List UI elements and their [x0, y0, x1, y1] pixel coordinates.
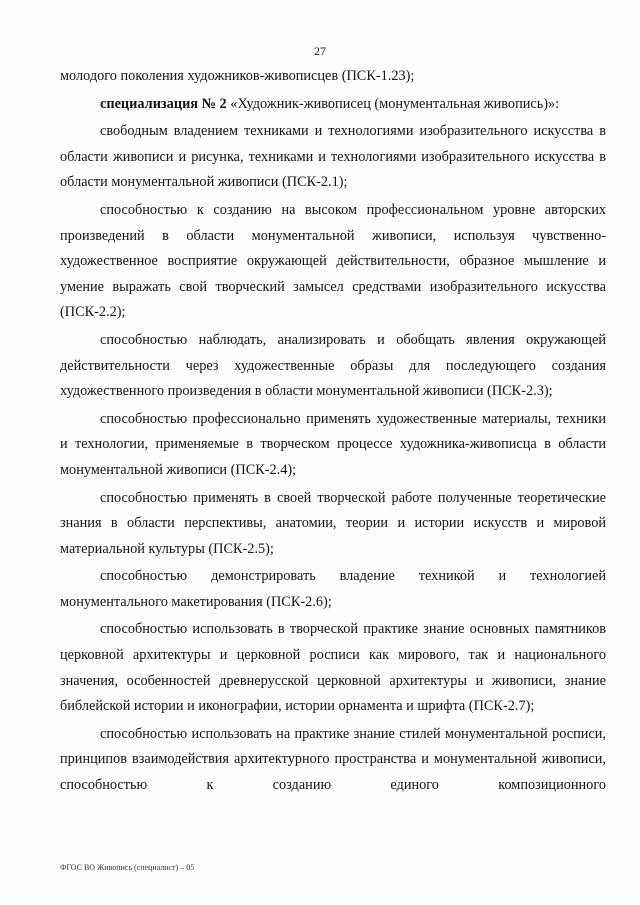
specialization-title: «Художник-живописец (монументальная живопись)»: [226, 95, 560, 112]
paragraph-continuation: молодого поколения художников-живописцев (ПСК-1.23); [60, 68, 415, 84]
specialization-label: специализация № 2 [100, 95, 227, 112]
competency-psk-2-4: способностью профессионально применять художественные материалы, техники и технологии, применяемые в творческом процессе художника-живописца в области монументальной живописи (ПСК-2.4); [60, 410, 606, 478]
competency-psk-2-5: способностью применять в своей творческой работе полученные теоретические знания в области перспективы, анатомии, теории и истории искусств и мировой материальной культуры (ПСК-2.5); [60, 489, 606, 557]
competency-psk-2-2: способностью к созданию на высоком профессиональном уровне авторских произведений в области монументальной живописи, используя чувственно-художественное восприятие окружающей действительности, образное мышление и умение выражать свой творческий замысел средствами изобразительного искусства (ПСК-2.2); [60, 201, 606, 321]
document-footer: ФГОС ВО Живопись (специалист) – 05 [60, 863, 195, 872]
competency-psk-2-6: способностью демонстрировать владение техникой и технологией монументального макетирования (ПСК-2.6); [60, 568, 606, 610]
competency-psk-2-3: способностью наблюдать, анализировать и обобщать явления окружающей действительности через художественные образы для последующего создания художественного произведения в области монументальной живописи (ПСК-2.3); [60, 331, 606, 400]
specialization-heading [60, 92, 606, 118]
competency-psk-2-8-partial: способностью использовать на практике знание стилей монументальной росписи, принципов взаимодействия архитектурного пространства и монументальной живописи, способностью к созданию единого композиционного [60, 725, 606, 794]
competency-psk-2-1: свободным владением техниками и технологиями изобразительного искусства в области живописи и рисунка, техниками и технологиями изобразительного искусства в области монументальной живописи (ПСК-2.1); [60, 123, 606, 191]
document-body [60, 64, 606, 799]
page-number: 27 [314, 44, 326, 58]
competency-psk-2-7: способностью использовать в творческой практике знание основных памятников церковной архитектуры и церковной росписи как мирового, так и национального значения, особенностей древнерусской церковной архитектуры и живописи, знание библейской истории и иконографии, истории орнамента и шрифта (ПСК-2.7); [60, 621, 606, 715]
